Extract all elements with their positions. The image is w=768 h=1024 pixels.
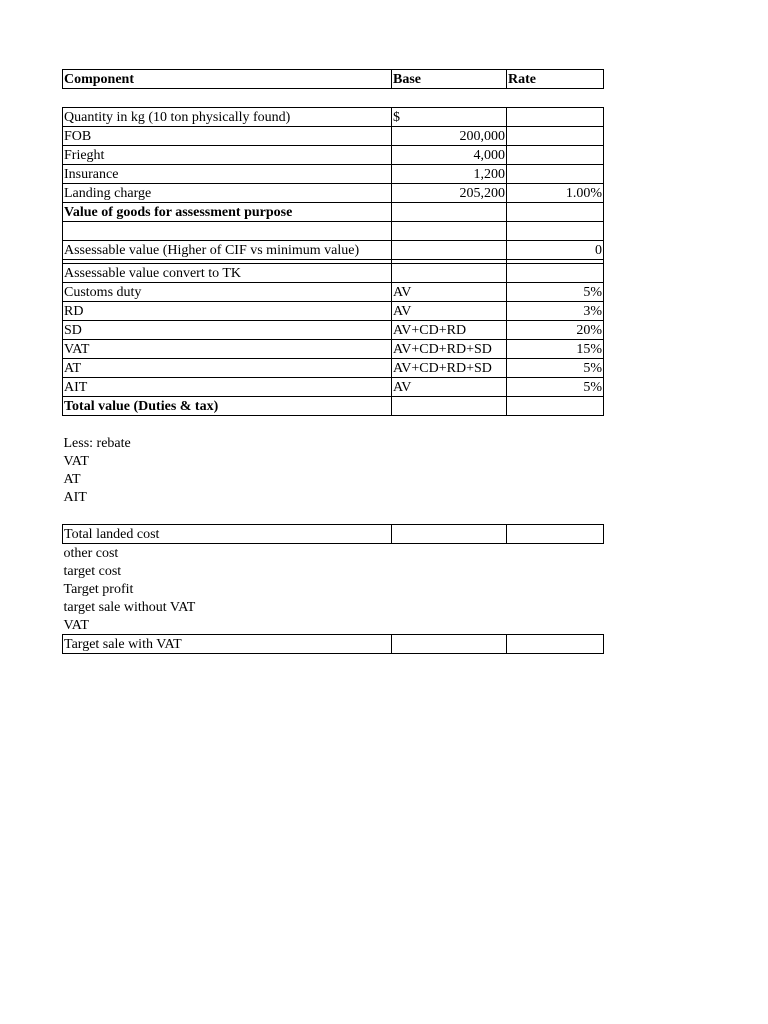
cell-empty[interactable] <box>63 222 392 241</box>
row-freight <box>63 146 604 165</box>
cell-base[interactable]: 205,200 <box>392 184 507 203</box>
cell-label[interactable]: Assessable value convert to TK <box>63 264 392 283</box>
cell-base[interactable]: 1,200 <box>392 165 507 184</box>
cell-base[interactable]: $ <box>392 108 507 127</box>
row-ait <box>63 378 604 397</box>
cell-rate[interactable] <box>507 264 604 283</box>
rebate-vat[interactable]: VAT <box>63 454 89 469</box>
cell-label[interactable]: VAT <box>63 618 89 633</box>
cell-label[interactable]: AT <box>63 359 392 378</box>
header-row <box>63 70 604 89</box>
cell-label[interactable]: RD <box>63 302 392 321</box>
cell-label[interactable]: Quantity in kg (10 ton physically found) <box>63 108 392 127</box>
cell-label[interactable]: FOB <box>63 127 392 146</box>
cell-rate[interactable]: 5% <box>507 283 604 302</box>
cell-rate[interactable]: 1.00% <box>507 184 604 203</box>
cell-base[interactable]: AV+CD+RD+SD <box>392 340 507 359</box>
cell-base[interactable] <box>392 397 507 416</box>
row-target-cost <box>63 562 604 580</box>
cell-label[interactable]: VAT <box>63 340 392 359</box>
cell-label[interactable]: other cost <box>63 546 119 561</box>
duty-calculation-table <box>62 69 604 654</box>
cell-label[interactable]: Customs duty <box>63 283 392 302</box>
cell-label[interactable]: Target sale with VAT <box>63 635 392 654</box>
cell-rate[interactable] <box>507 397 604 416</box>
cell-label[interactable]: Total landed cost <box>63 525 392 544</box>
row-sd <box>63 321 604 340</box>
cell-empty[interactable] <box>392 635 507 654</box>
cell-base[interactable]: AV <box>392 283 507 302</box>
cell-rate[interactable]: 5% <box>507 359 604 378</box>
cell-base[interactable]: AV+CD+RD <box>392 321 507 340</box>
row-sale-with-vat <box>63 635 604 654</box>
row-target-profit <box>63 580 604 598</box>
row-customs-duty <box>63 283 604 302</box>
row-less-rebate <box>63 434 604 452</box>
header-rate[interactable]: Rate <box>507 70 604 89</box>
header-base[interactable]: Base <box>392 70 507 89</box>
row-total-duties <box>63 397 604 416</box>
cell-empty[interactable] <box>507 525 604 544</box>
rebate-title[interactable]: Less: rebate <box>63 436 131 451</box>
blank-row <box>63 416 604 435</box>
cell-label[interactable]: Landing charge <box>63 184 392 203</box>
rebate-ait[interactable]: AIT <box>63 490 87 505</box>
cell-label[interactable]: Insurance <box>63 165 392 184</box>
row-fob <box>63 127 604 146</box>
rebate-at[interactable]: AT <box>63 472 81 487</box>
cell-empty[interactable] <box>392 525 507 544</box>
row-vat <box>63 340 604 359</box>
row-quantity <box>63 108 604 127</box>
row-rebate-ait <box>63 488 604 506</box>
cell-base[interactable]: AV <box>392 378 507 397</box>
row-rd <box>63 302 604 321</box>
cell-rate[interactable] <box>507 146 604 165</box>
row-other-cost <box>63 544 604 563</box>
cell-base[interactable] <box>392 203 507 222</box>
cell-rate[interactable] <box>507 108 604 127</box>
cell-rate[interactable]: 5% <box>507 378 604 397</box>
cell-base[interactable] <box>392 241 507 260</box>
cell-rate[interactable] <box>507 203 604 222</box>
cell-label[interactable]: Total value (Duties & tax) <box>63 397 392 416</box>
blank-row <box>63 89 604 108</box>
cell-base[interactable]: AV+CD+RD+SD <box>392 359 507 378</box>
header-component[interactable]: Component <box>63 70 392 89</box>
row-rebate-vat <box>63 452 604 470</box>
cell-base[interactable]: AV <box>392 302 507 321</box>
cell-rate[interactable] <box>507 165 604 184</box>
cell-label[interactable]: AIT <box>63 378 392 397</box>
row-rebate-at <box>63 470 604 488</box>
cell-label[interactable]: target cost <box>63 564 122 579</box>
row-sale-without-vat <box>63 598 604 616</box>
cell-label[interactable]: Assessable value (Higher of CIF vs minimum value) <box>63 241 392 260</box>
cell-label[interactable]: Target profit <box>63 582 134 597</box>
row-assessable-value <box>63 241 604 260</box>
row-at <box>63 359 604 378</box>
row-assessable-tk <box>63 264 604 283</box>
blank-row <box>63 506 604 525</box>
cell-empty[interactable] <box>392 222 507 241</box>
cell-empty[interactable] <box>507 222 604 241</box>
cell-label[interactable]: Value of goods for assessment purpose <box>63 203 392 222</box>
row-insurance <box>63 165 604 184</box>
cell-rate[interactable]: 15% <box>507 340 604 359</box>
cell-base[interactable] <box>392 264 507 283</box>
cell-label[interactable]: Frieght <box>63 146 392 165</box>
cell-rate[interactable] <box>507 127 604 146</box>
row-value-of-goods <box>63 203 604 222</box>
cell-rate[interactable]: 0 <box>507 241 604 260</box>
row-total-landed-cost <box>63 525 604 544</box>
row-summary-vat <box>63 616 604 635</box>
row-empty <box>63 222 604 241</box>
cell-empty[interactable] <box>507 635 604 654</box>
cell-base[interactable]: 200,000 <box>392 127 507 146</box>
row-landing-charge <box>63 184 604 203</box>
cell-rate[interactable]: 3% <box>507 302 604 321</box>
cell-base[interactable]: 4,000 <box>392 146 507 165</box>
cell-rate[interactable]: 20% <box>507 321 604 340</box>
spreadsheet <box>62 69 604 654</box>
cell-label[interactable]: SD <box>63 321 392 340</box>
cell-label[interactable]: target sale without VAT <box>63 600 196 615</box>
